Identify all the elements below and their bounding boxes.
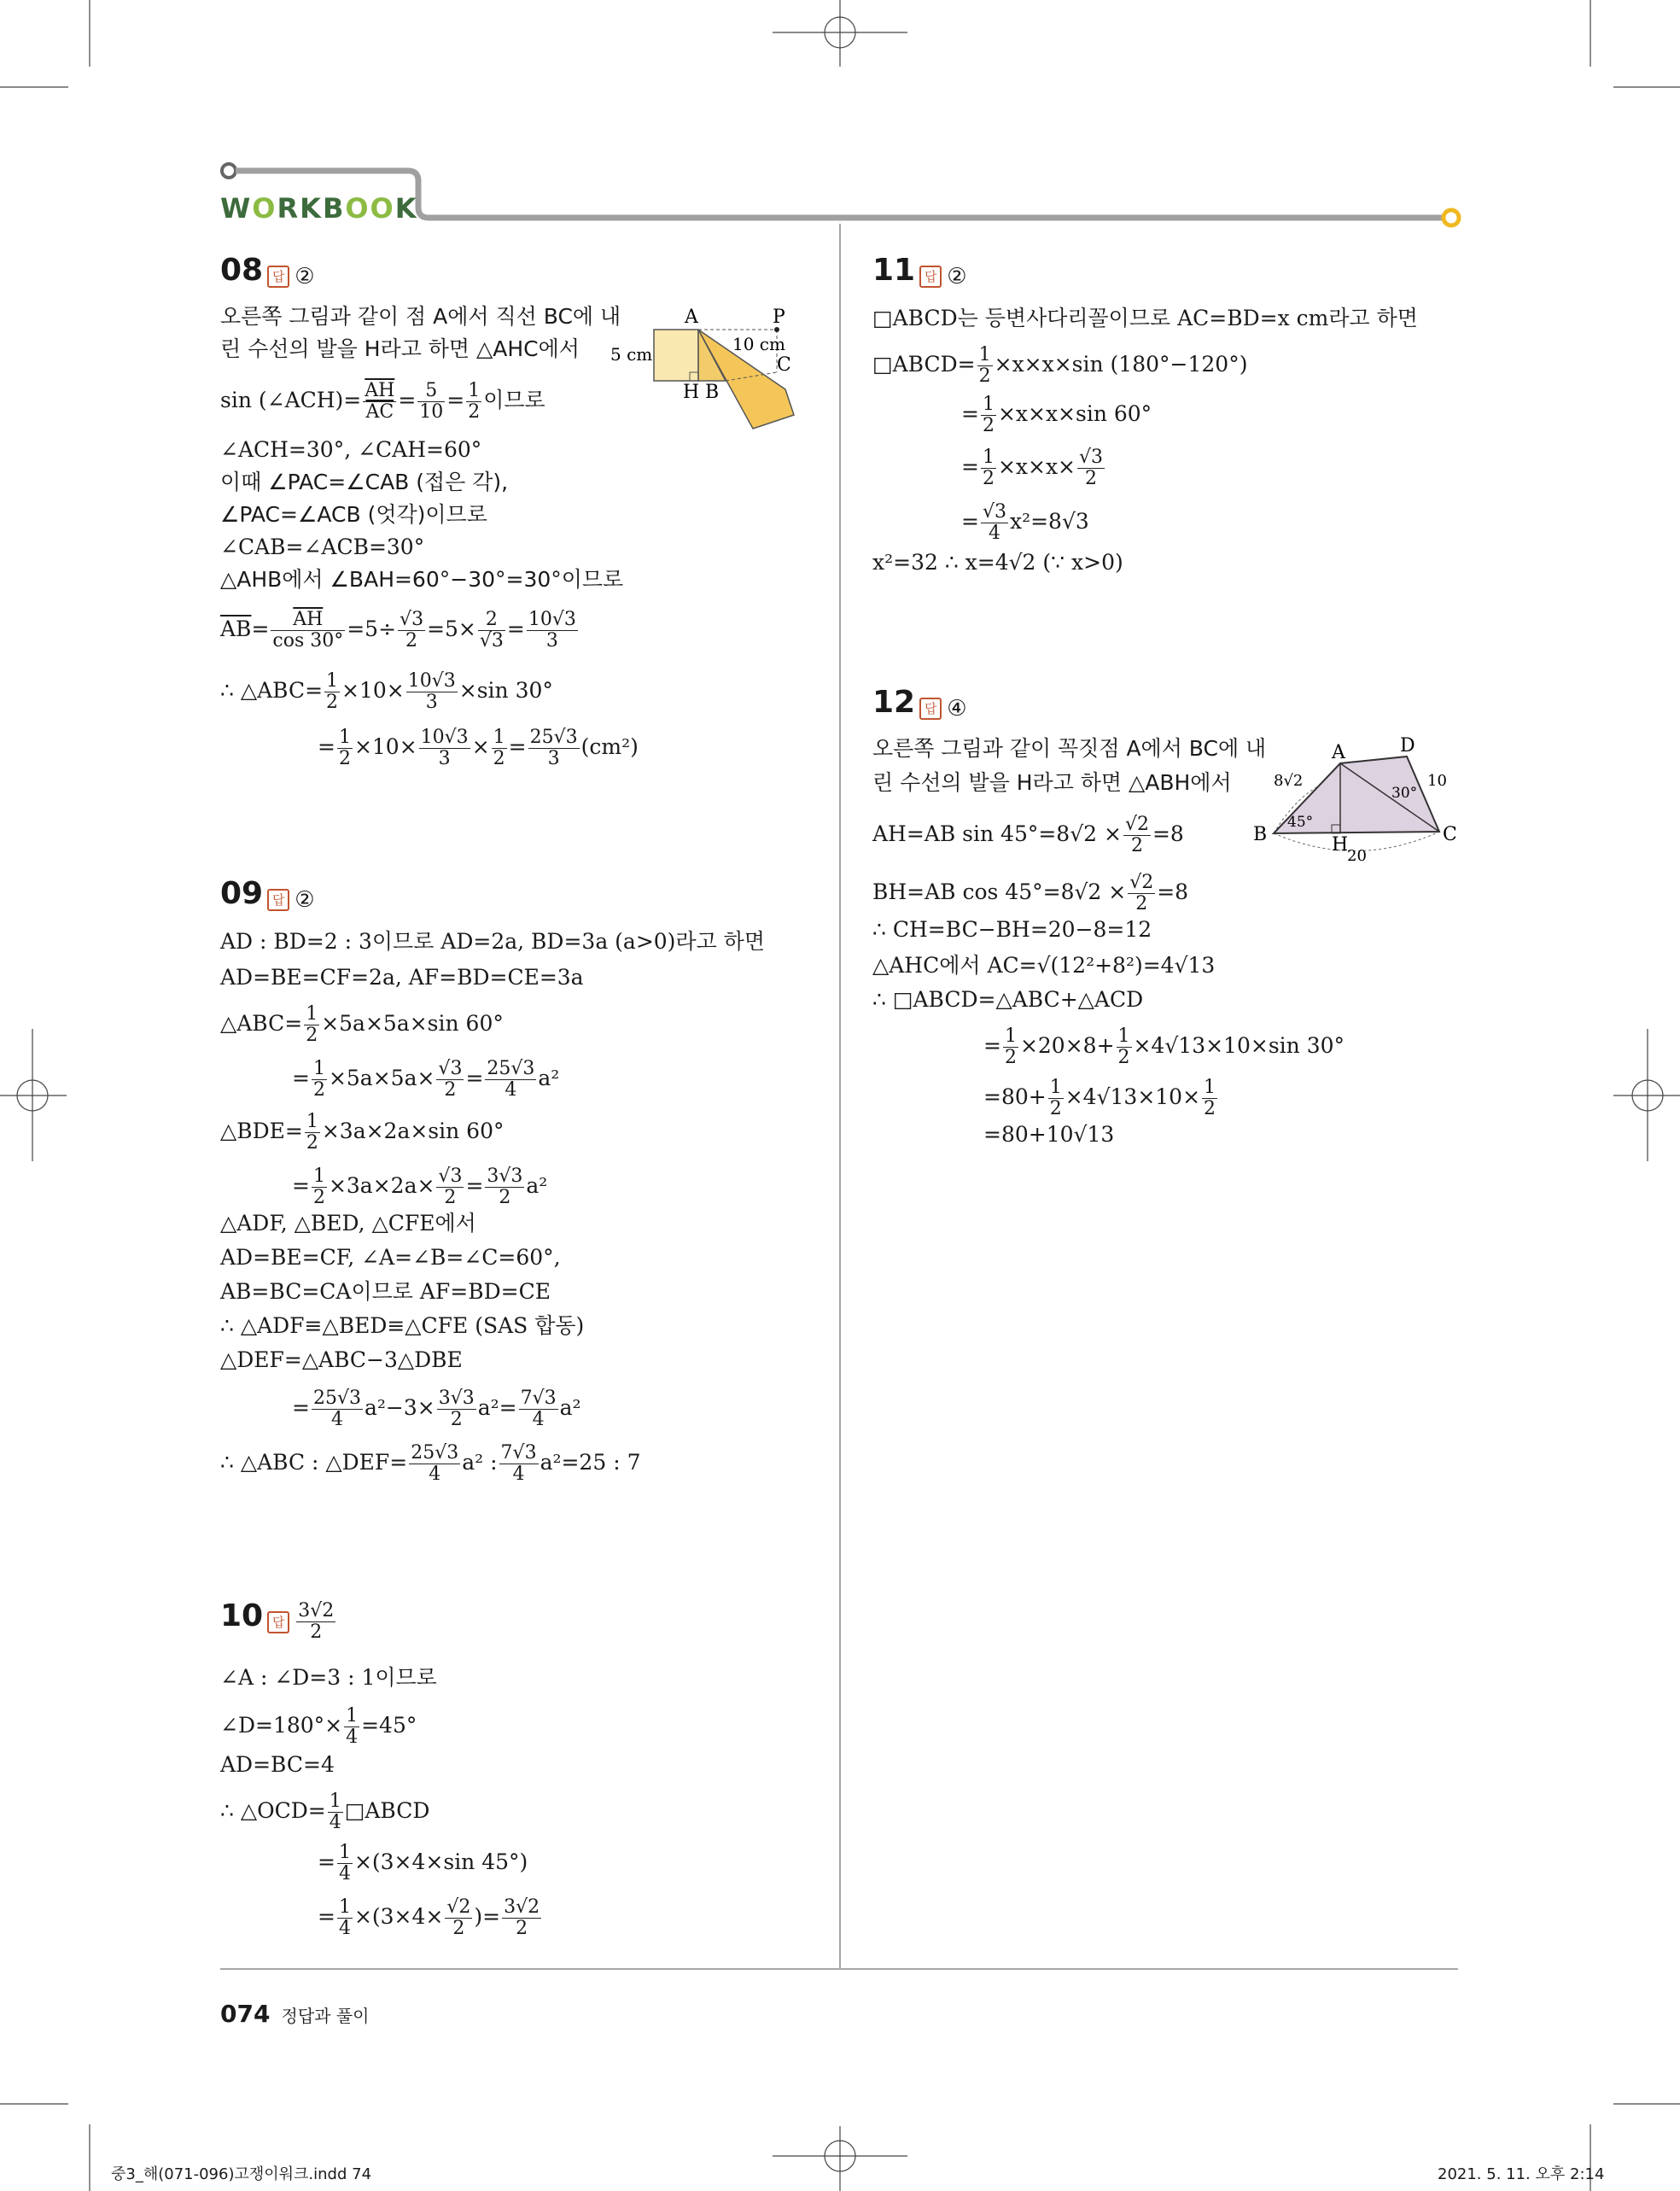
p09-abc1: △ABC= $\frac{1}{2}$ ×5a×5a×sin 60° <box>220 1003 504 1046</box>
p08-line: ∠ACH=30°, ∠CAH=60° <box>220 437 482 462</box>
p10-line: = $\frac{1}{4}$ ×(3×4× $\frac{√2}{2}$ )= $\frac{3√2}{2}$ <box>318 1896 540 1939</box>
fig12-label-h: H <box>1332 834 1349 856</box>
p09-def: = $\frac{25√3}{4}$ a²−3× $\frac{3√3}{2}$ a²= $\frac{7√3}{4}$ a² <box>292 1388 581 1430</box>
fig08-label-a: A <box>685 307 698 328</box>
fig12-label-b: B <box>1253 824 1268 845</box>
fig12-angle-30: 30° <box>1391 785 1418 802</box>
p08-abc-line: ∴ △ABC= $\frac{1}{2}$ ×10× $\frac{10√3}{3}$ ×sin 30° <box>220 670 553 713</box>
problem-09-header: 09 답 ② <box>220 876 315 913</box>
print-date: 2021. 5. 11. 오후 2:14 <box>1438 2165 1605 2183</box>
problem-12-header: 12 답 ④ <box>872 685 967 722</box>
p08-figure <box>606 304 820 432</box>
p09-bde1: △BDE= $\frac{1}{2}$ ×3a×2a×sin 60° <box>220 1111 505 1154</box>
p11-line: = $\frac{1}{2}$ ×x×x× $\frac{√3}{2}$ <box>961 447 1104 489</box>
fig12-label-c: C <box>1443 824 1457 845</box>
problem-10-header: 10 답 $\frac{3√2}{2}$ <box>220 1598 335 1643</box>
p10-line: = $\frac{1}{4}$ ×(3×4×sin 45°) <box>318 1842 528 1884</box>
p12-line: 오른쪽 그림과 같이 꼭짓점 A에서 BC에 내 <box>872 736 1267 761</box>
p08-line: 린 수선의 발을 H라고 하면 △AHC에서 <box>220 336 580 361</box>
p09-line: △ADF, △BED, △CFE에서 <box>220 1211 476 1236</box>
p12-line: =80+ $\frac{1}{2}$ ×4√13×10× $\frac{1}{2}$ <box>983 1077 1216 1119</box>
page-number: 074 <box>220 2000 271 2028</box>
fig12-label-d: D <box>1400 735 1415 757</box>
workbook-title: WORKBOOK <box>220 192 418 225</box>
p12-line: △AHC에서 AC=√(12²+8²)=4√13 <box>872 953 1216 978</box>
p11-line: □ABCD는 등변사다리꼴이므로 AC=BD=x cm라고 하면 <box>872 306 1418 330</box>
p11-line: = $\frac{√3}{4}$ x²=8√3 <box>961 501 1089 544</box>
p09-abc2: = $\frac{1}{2}$ ×5a×5a× $\frac{√3}{2}$ = $\frac{25√3}{4}$ a² <box>292 1058 560 1101</box>
problem-11-header: 11 답 ② <box>872 253 967 289</box>
fig12-label-a: A <box>1332 742 1345 763</box>
p08-line: ∠PAC=∠ACB (엇각)이므로 <box>220 502 487 527</box>
p11-line: = $\frac{1}{2}$ ×x×x×sin 60° <box>961 394 1152 436</box>
file-info: 중3_해(071-096)고쟁이워크.indd 74 <box>111 2165 372 2183</box>
fig12-ab-length: 8√2 <box>1274 772 1304 790</box>
p10-line: ∠A : ∠D=3 : 1이므로 <box>220 1665 437 1690</box>
p09-line: △DEF=△ABC−3△DBE <box>220 1347 463 1372</box>
fig12-bc-length: 20 <box>1347 847 1367 865</box>
fig08-label-h: H <box>683 382 700 403</box>
p08-sin-line: sin (∠ACH)= $\frac{\overline{AH}}{AC}$ = $\frac{5}{10}$ = $\frac{1}{2}$ 이므로 <box>220 380 545 423</box>
p09-line: ∴ △ADF≡△BED≡△CFE (SAS 합동) <box>220 1313 585 1338</box>
p12-line: BH=AB cos 45°=8√2 × $\frac{√2}{2}$ =8 <box>872 872 1189 914</box>
p08-abc2-line: = $\frac{1}{2}$ ×10× $\frac{10√3}{3}$ × $\frac{1}{2}$ = $\frac{25√3}{3}$ (cm²) <box>318 727 639 769</box>
p08-line: 오른쪽 그림과 같이 점 A에서 직선 BC에 내 <box>220 304 621 329</box>
p08-line: △AHB에서 ∠BAH=60°−30°=30°이므로 <box>220 567 624 592</box>
p12-line: = $\frac{1}{2}$ ×20×8+ $\frac{1}{2}$ ×4√13×10×sin 30° <box>983 1025 1345 1068</box>
p09-line: AB=BC=CA이므로 AF=BD=CE <box>220 1279 551 1304</box>
p08-line: ∠CAB=∠ACB=30° <box>220 535 425 559</box>
p12-line: ∴ □ABCD=△ABC+△ACD <box>872 987 1144 1012</box>
fig12-cd-length: 10 <box>1427 772 1447 790</box>
fig08-left-length: 5 cm <box>610 344 653 365</box>
p10-line: AD=BC=4 <box>220 1752 335 1777</box>
p09-line: AD : BD=2 : 3이므로 AD=2a, BD=3a (a>0)라고 하면 <box>220 929 765 954</box>
p11-line: □ABCD= $\frac{1}{2}$ ×x×x×sin (180°−120°) <box>872 344 1248 387</box>
p09-line: AD=BE=CF=2a, AF=BD=CE=3a <box>220 965 584 990</box>
p10-line: ∴ △OCD= $\frac{1}{4}$ □ABCD <box>220 1791 430 1833</box>
p12-line: ∴ CH=BC−BH=20−8=12 <box>872 917 1152 942</box>
p12-line: 린 수선의 발을 H라고 하면 △ABH에서 <box>872 770 1232 795</box>
p08-line: 이때 ∠PAC=∠CAB (접은 각), <box>220 470 509 494</box>
p12-line: AH=AB sin 45°=8√2 × $\frac{√2}{2}$ =8 <box>872 814 1184 856</box>
fig08-label-c: C <box>777 354 791 376</box>
problem-08-header: 08 답 ② <box>220 253 315 289</box>
fig08-label-p: P <box>773 307 785 328</box>
p09-line: AD=BE=CF, ∠A=∠B=∠C=60°, <box>220 1245 561 1270</box>
page-label: 정답과 풀이 <box>281 2006 370 2026</box>
p09-bde2: = $\frac{1}{2}$ ×3a×2a× $\frac{√3}{2}$ = $\frac{3√3}{2}$ a² <box>292 1166 548 1208</box>
p09-ratio: ∴ △ABC : △DEF= $\frac{25√3}{4}$ a² : $\frac{7√3}{4}$ a²=25 : 7 <box>220 1442 641 1485</box>
fig08-label-b: B <box>705 382 720 403</box>
p12-line: =80+10√13 <box>983 1122 1115 1147</box>
p08-ab-line: $\overline{AB}=$ $\frac{\overline{AH}}{\cos 30^\circ}$ =5÷ $\frac{√3}{2}$ =5× $\frac{2}{√3}$ = $\frac{10√3}{3}$ <box>220 609 576 651</box>
fig08-diag-length: 10 cm <box>732 334 785 354</box>
fig12-angle-45: 45° <box>1287 814 1314 831</box>
p11-line: x²=32 ∴ x=4√2 (∵ x>0) <box>872 550 1123 575</box>
p12-figure <box>1246 733 1468 869</box>
page-footer <box>220 2000 370 2028</box>
p10-line: ∠D=180°× $\frac{1}{4}$ =45° <box>220 1705 417 1748</box>
